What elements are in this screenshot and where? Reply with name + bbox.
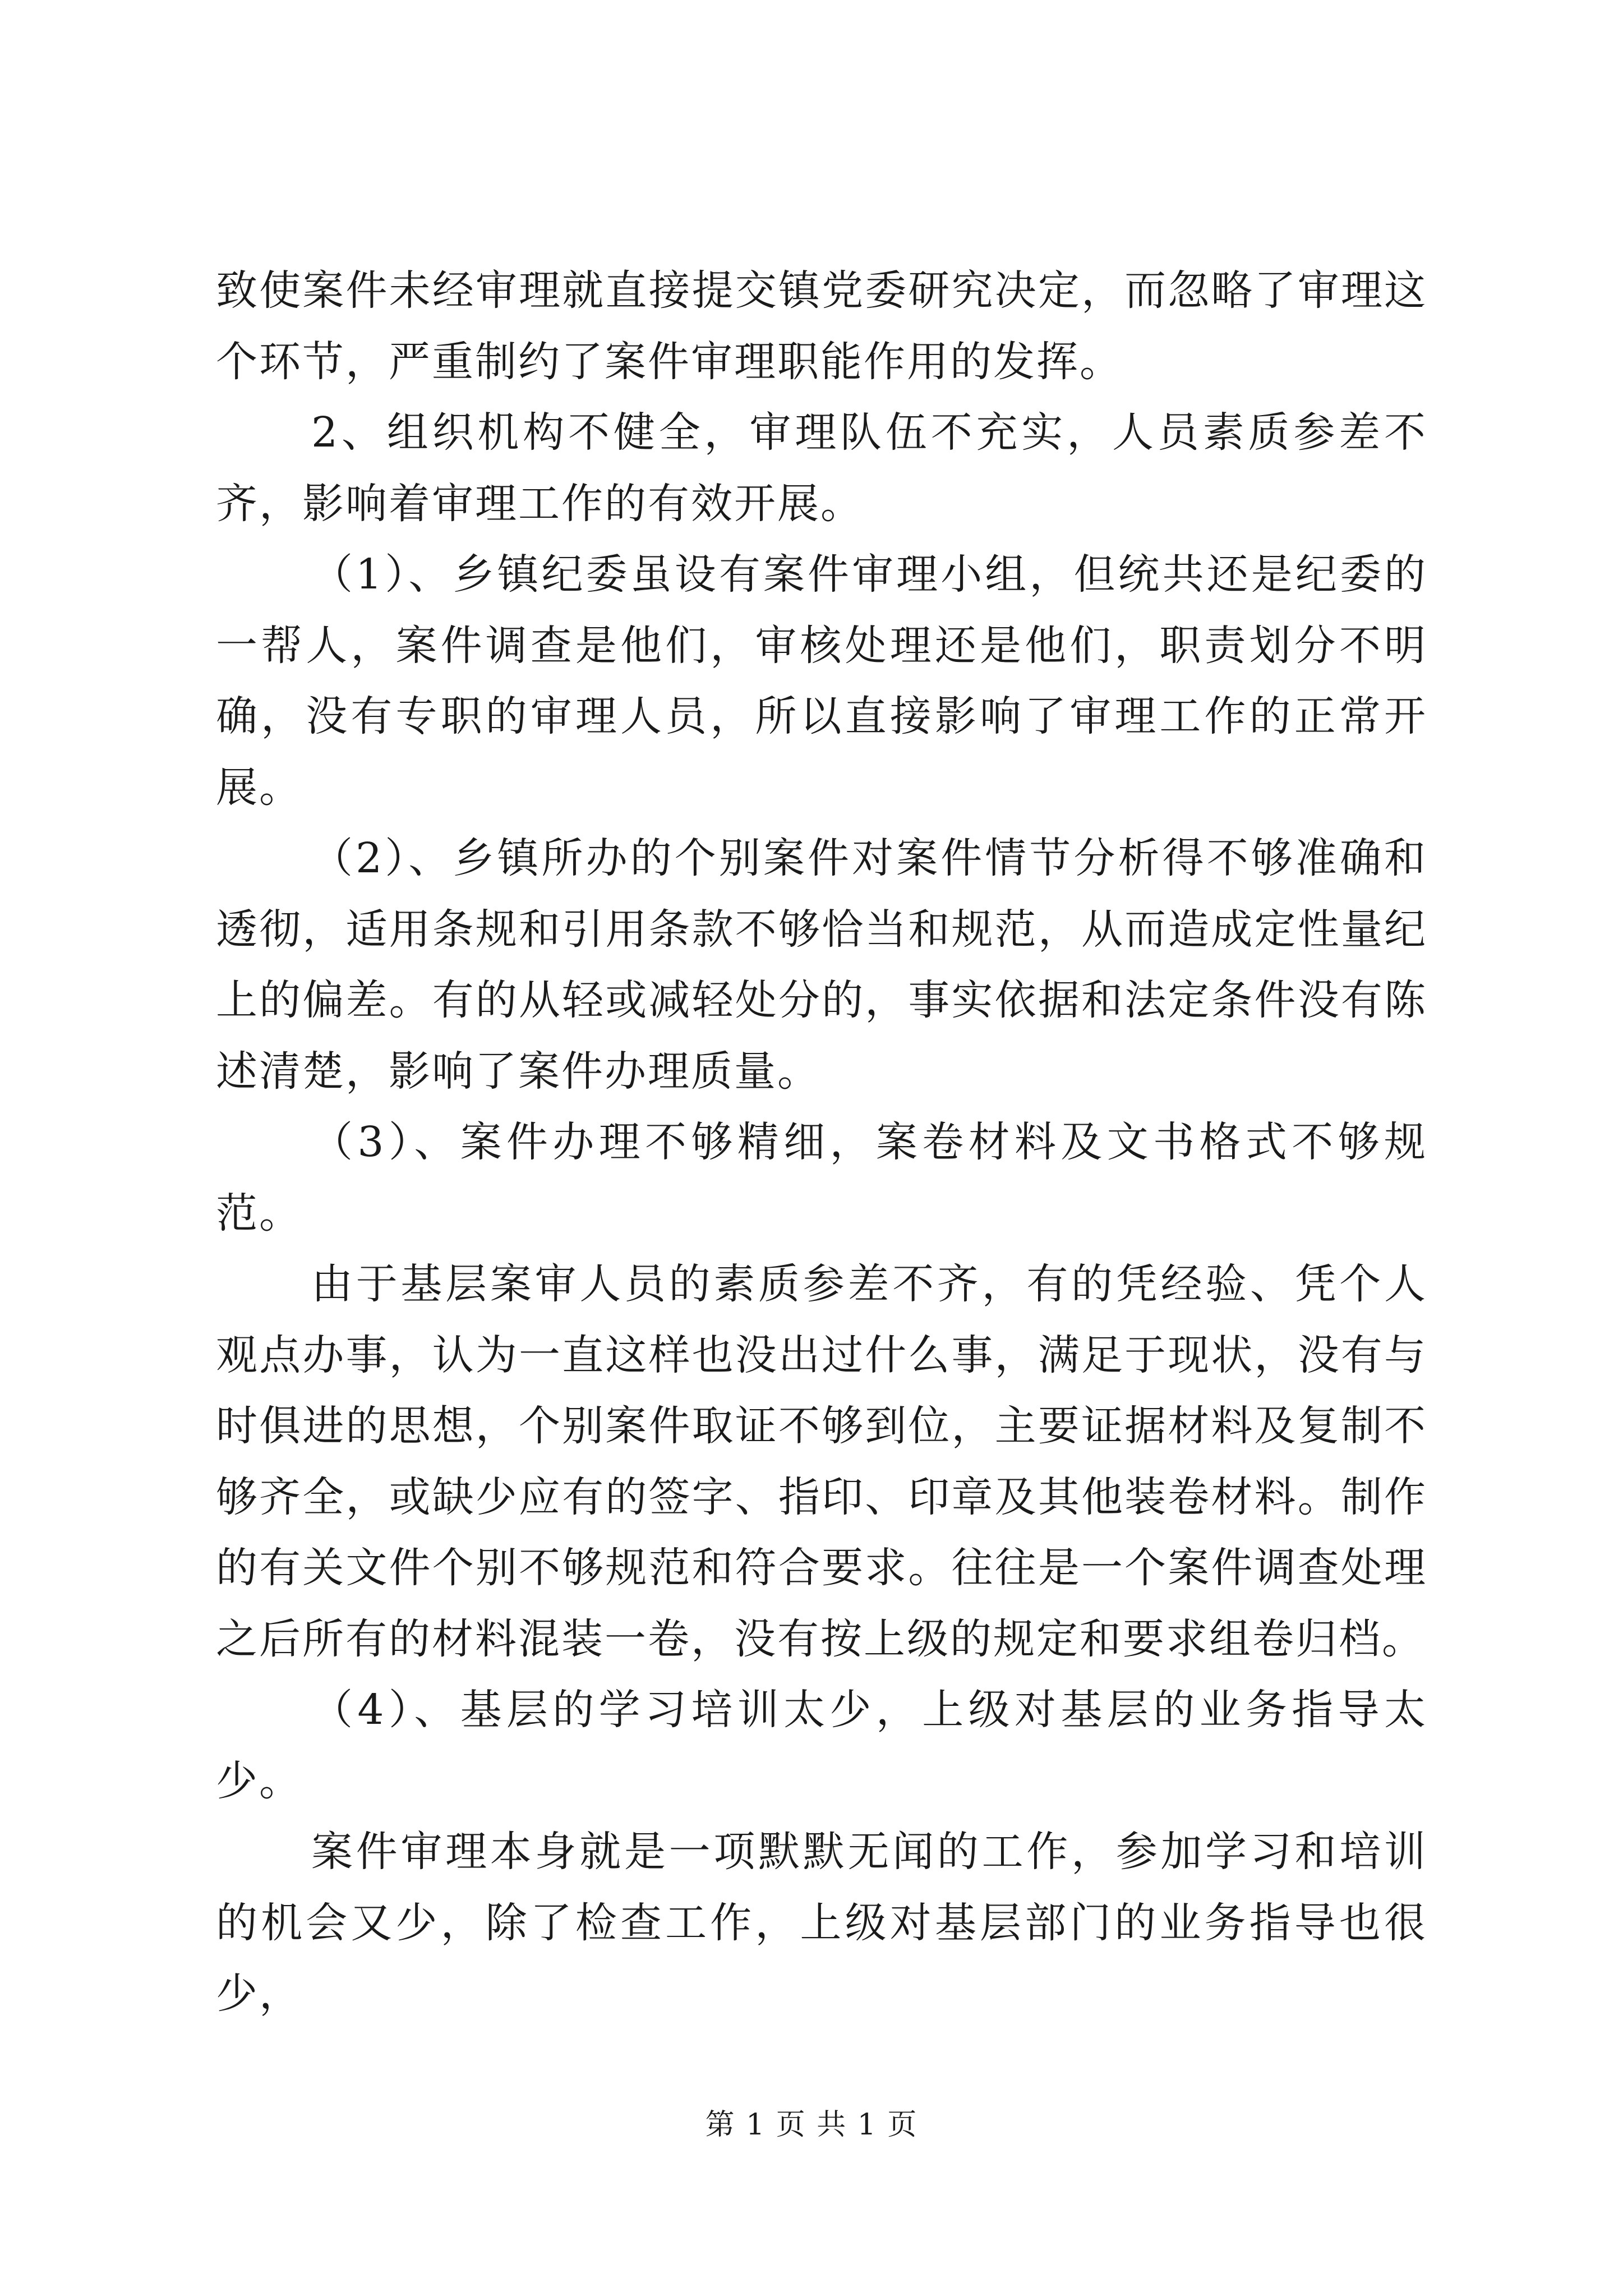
page-number-footer: 第 1 页 共 1 页	[705, 2108, 918, 2142]
paragraph-point-2: 2、组织机构不健全，审理队伍不充实，人员素质参差不齐，影响着审理工作的有效开展。	[216, 408, 1427, 528]
paragraph-point-2-1: （1）、乡镇纪委虽设有案件审理小组，但统共还是纪委的一帮人，案件调查是他们，审核处理还是他们，职责划分不明确，没有专职的审理人员，所以直接影响了审理工作的正常开展。	[216, 550, 1427, 812]
paragraph-point-2-4: （4）、基层的学习培训太少，上级对基层的业务指导太少。	[216, 1686, 1427, 1805]
paragraph-continuation: 致使案件未经审理就直接提交镇党委研究决定，而忽略了审理这个环节，严重制约了案件审理职能作用的发挥。	[216, 266, 1427, 386]
paragraph-point-2-3: （3）、案件办理不够精细，案卷材料及文书格式不够规范。	[216, 1118, 1427, 1237]
paragraph-point-2-3-detail: 由于基层案审人员的素质参差不齐，有的凭经验、凭个人观点办事，认为一直这样也没出过什么事，满足于现状，没有与时俱进的思想，个别案件取证不够到位，主要证据材料及复制不够齐全，或缺少应有的签字、指印、印章及其他装卷材料。制作的有关文件个别不够规范和符合要求。往往是一个案件调查处理之后所有的材料混装一卷，没有按上级的规定和要求组卷归档。	[216, 1260, 1427, 1663]
document-body	[216, 255, 1427, 2030]
paragraph-point-2-4-detail: 案件审理本身就是一项默默无闻的工作，参加学习和培训的机会又少，除了检查工作，上级对基层部门的业务指导也很少，	[216, 1828, 1427, 2018]
paragraph-point-2-2: （2）、乡镇所办的个别案件对案件情节分析得不够准确和透彻，适用条规和引用条款不够恰当和规范，从而造成定性量纪上的偏差。有的从轻或减轻处分的，事实依据和法定条件没有陈述清楚，影响了案件办理质量。	[216, 834, 1427, 1096]
